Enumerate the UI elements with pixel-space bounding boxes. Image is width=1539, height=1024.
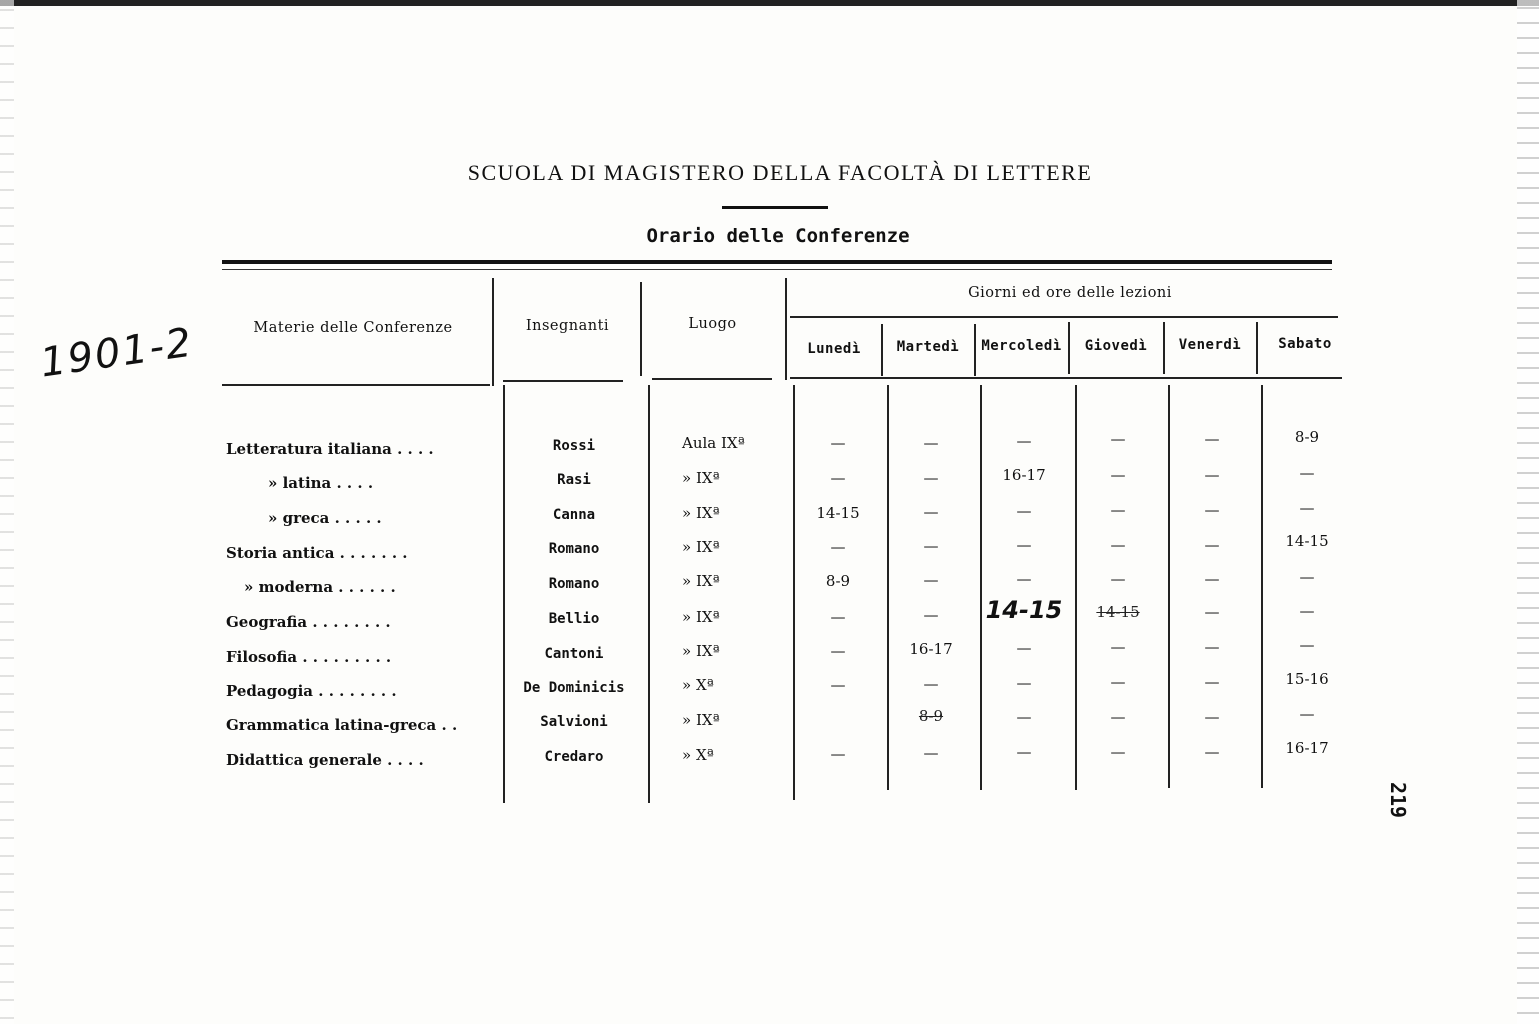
scan-right-edge [1517,0,1539,1024]
heading-divider [722,206,828,209]
slot-cell: — [1204,743,1220,761]
slot-cell: — [1204,536,1220,554]
slot-cell: 14-15 [816,504,860,522]
header-place: Luogo [688,316,737,332]
header-day-giovedi: Giovedì [1084,338,1148,354]
teacher-cell: Salvioni [540,714,608,730]
subject-cell: Storia antica . . . . . . . [226,544,408,562]
slot-cell: — [1299,602,1315,620]
place-cell: » IXª [682,608,720,626]
slot-cell: — [1204,501,1220,519]
slot-cell: — [923,469,939,487]
slot-cell: 16-17 [1002,466,1046,484]
slot-cell: — [1110,708,1126,726]
handwritten-year-note: 1901-2 [37,319,197,387]
teacher-cell: Romano [548,576,600,592]
slot-cell: — [1299,568,1315,586]
subject-cell: Filosofia . . . . . . . . . [226,648,392,666]
subject-cell: » moderna . . . . . . [244,578,396,596]
header-day-mercoledi: Mercoledì [981,338,1062,354]
slot-cell: 14-15 [1285,532,1329,550]
header-days-group: Giorni ed ore delle lezioni [968,285,1172,301]
place-cell: » IXª [682,538,720,556]
slot-cell: — [1016,708,1032,726]
slot-cell: — [1110,570,1126,588]
slot-cell: — [1110,743,1126,761]
teacher-cell: Romano [548,541,600,557]
header-bottom-rule [222,384,490,386]
scan-top-edge [0,0,1539,6]
slot-cell: — [1016,674,1032,692]
slot-cell: — [830,434,846,452]
slot-cell: — [923,503,939,521]
slot-cell: 8-9 [825,572,851,590]
slot-cell: — [1204,570,1220,588]
slot-cell: — [923,744,939,762]
slot-cell: — [1016,570,1032,588]
slot-cell: — [830,538,846,556]
teacher-cell: Cantoni [544,646,604,662]
place-cell: » IXª [682,469,720,487]
column-separator [785,278,787,380]
slot-cell: 15-16 [1285,670,1329,688]
slot-cell: — [1204,638,1220,656]
header-bottom-rule [652,378,772,380]
slot-cell-struck: 14-15 [1096,603,1140,621]
subject-cell: Letteratura italiana . . . . [226,440,434,458]
place-cell: » Xª [682,676,714,694]
header-day-sabato: Sabato [1278,336,1332,352]
slot-cell: — [1204,466,1220,484]
header-day-lunedi: Lunedì [807,341,861,357]
slot-cell: — [923,571,939,589]
place-cell: » IXª [682,572,720,590]
slot-cell: — [923,537,939,555]
column-separator [492,278,494,386]
slot-cell: — [1110,430,1126,448]
slot-cell: — [1016,743,1032,761]
page-number: 219 [1386,781,1411,819]
slot-cell: 8-9 [1294,428,1320,446]
slot-cell: — [1299,499,1315,517]
teacher-cell: Rasi [557,472,591,488]
document-subtitle: Orario delle Conferenze [646,225,910,247]
subject-cell: » greca . . . . . [268,509,382,527]
place-cell: » IXª [682,642,720,660]
slot-cell: — [1299,464,1315,482]
teacher-cell: Rossi [552,438,596,454]
table-top-rule-thin [222,269,1332,270]
slot-cell: — [830,745,846,763]
subject-cell: Didattica generale . . . . [226,751,424,769]
slot-cell-struck: 8-9 [918,707,944,725]
slot-cell: — [830,469,846,487]
slot-cell: — [923,434,939,452]
header-day-martedi: Martedì [896,339,960,355]
slot-cell: — [1016,536,1032,554]
slot-cell: — [1016,432,1032,450]
teacher-cell: De Dominicis [523,680,625,696]
subject-cell: Grammatica latina-greca . . [226,716,458,734]
scan-left-edge [0,0,14,1024]
slot-cell: — [1016,639,1032,657]
subject-cell: Pedagogia . . . . . . . . [226,682,397,700]
header-bottom-rule [503,380,623,382]
teacher-cell: Bellio [548,611,600,627]
slot-cell: — [1204,673,1220,691]
days-bottom-rule [790,377,1342,379]
slot-cell: — [923,675,939,693]
slot-cell: — [830,608,846,626]
slot-cell: — [830,676,846,694]
slot-cell: — [1110,536,1126,554]
subject-cell: » latina . . . . [268,474,374,492]
column-separator [640,282,642,376]
header-subject: Materie delle Conferenze [253,320,453,336]
place-cell: Aula IXª [682,434,745,452]
teacher-cell: Credaro [544,749,604,765]
slot-cell: 16-17 [909,640,953,658]
slot-cell: — [1110,638,1126,656]
slot-cell: — [1110,466,1126,484]
slot-cell: — [830,642,846,660]
subject-cell: Geografia . . . . . . . . [226,613,391,631]
slot-cell: — [1110,673,1126,691]
slot-cell: — [923,606,939,624]
slot-cell-handwritten: 14-15 [985,596,1063,624]
slot-cell: 16-17 [1285,739,1329,757]
document-heading: SCUOLA DI MAGISTERO DELLA FACOLTÀ DI LETTERE [467,160,1093,185]
teacher-cell: Canna [552,507,596,523]
slot-cell: — [1299,636,1315,654]
days-group-rule [790,316,1338,318]
place-cell: » IXª [682,711,720,729]
slot-cell: — [1204,430,1220,448]
column-separator [648,385,650,803]
place-cell: » IXª [682,504,720,522]
place-cell: » Xª [682,746,714,764]
slot-cell: — [1016,502,1032,520]
header-teacher: Insegnanti [525,318,610,334]
header-day-venerdi: Venerdì [1178,337,1242,353]
slot-cell: — [1204,603,1220,621]
slot-cell: — [1299,705,1315,723]
slot-cell: — [1110,501,1126,519]
table-top-rule [222,260,1332,264]
slot-cell: — [1204,708,1220,726]
